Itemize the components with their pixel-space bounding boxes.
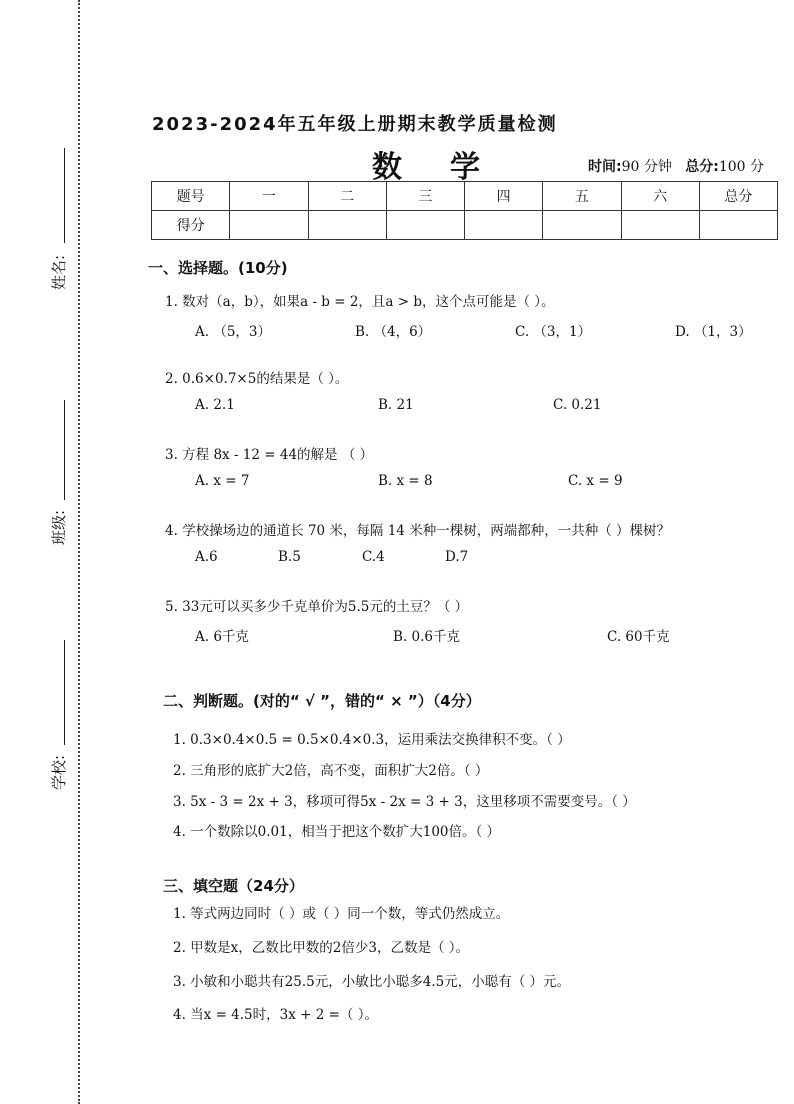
score-table-score-row <box>152 211 778 240</box>
question-1-2: 2. 0.6×0.7×5的结果是（ ）。 <box>165 371 349 387</box>
time-value: 90 分钟 <box>621 159 672 175</box>
option-1-2-b: B. 21 <box>378 397 414 413</box>
option-1-3-c: C. x = 9 <box>568 473 623 489</box>
score-cell[interactable] <box>699 211 777 240</box>
option-1-4-d: D.7 <box>445 549 469 565</box>
question-1-4: 4. 学校操场边的通道长 70 米，每隔 14 米种一棵树，两端都种，一共种（ ）棵树？ <box>165 523 670 539</box>
score-cell[interactable] <box>308 211 386 240</box>
option-1-1-c: C. （3，1） <box>515 324 592 340</box>
score-header-cell: 五 <box>543 182 621 211</box>
option-1-4-a: A.6 <box>195 549 218 565</box>
fill-item-3: 3. 小敏和小聪共有25.5元，小敏比小聪多4.5元，小聪有（ ）元。 <box>173 974 570 990</box>
option-1-5-a: A. 6千克 <box>195 629 249 645</box>
total-label: 总分: <box>685 159 719 175</box>
question-1-5: 5. 33元可以买多少千克单价为5.5元的土豆？（ ） <box>165 599 469 615</box>
score-row-label: 得分 <box>152 211 230 240</box>
exam-title: 2023-2024年五年级上册期末教学质量检测 <box>152 114 558 135</box>
name-field-line[interactable] <box>64 148 65 243</box>
section3-heading: 三、填空题（24分） <box>163 877 304 895</box>
binding-dotted-line <box>78 0 80 1104</box>
option-1-4-b: B.5 <box>278 549 301 565</box>
option-1-1-b: B. （4，6） <box>355 324 432 340</box>
score-header-cell: 二 <box>308 182 386 211</box>
total-value: 100 分 <box>718 159 765 175</box>
section2-heading: 二、判断题。(对的“ √ ”，错的“ × ”）（4分） <box>163 692 481 710</box>
option-1-1-d: D. （1，3） <box>675 324 752 340</box>
option-1-2-a: A. 2.1 <box>195 397 235 413</box>
judge-item-1: 1. 0.3×0.4×0.5 = 0.5×0.4×0.3，运用乘法交换律积不变。（ ） <box>173 732 571 748</box>
option-1-5-c: C. 60千克 <box>607 629 670 645</box>
fill-item-2: 2. 甲数是x，乙数比甲数的2倍少3，乙数是（ ）。 <box>173 940 470 956</box>
option-1-2-c: C. 0.21 <box>553 397 602 413</box>
score-header-cell: 三 <box>386 182 464 211</box>
option-1-3-b: B. x = 8 <box>378 473 433 489</box>
judge-item-2: 2. 三角形的底扩大2倍，高不变，面积扩大2倍。（ ） <box>173 763 489 779</box>
score-header-cell: 总分 <box>699 182 777 211</box>
judge-item-3: 3. 5x - 3 = 2x + 3，移项可得5x - 2x = 3 + 3，这里移项不需要变号。（ ） <box>173 794 636 810</box>
score-header-cell: 题号 <box>152 182 230 211</box>
score-header-cell: 六 <box>621 182 699 211</box>
subject-title: 数学 <box>372 150 528 185</box>
score-cell[interactable] <box>230 211 308 240</box>
score-cell[interactable] <box>543 211 621 240</box>
time-info <box>588 156 764 176</box>
name-label: 姓名: <box>50 254 68 290</box>
option-1-5-b: B. 0.6千克 <box>393 629 460 645</box>
fill-item-4: 4. 当x = 4.5时，3x + 2 =（ ）。 <box>173 1007 378 1023</box>
option-1-4-c: C.4 <box>362 549 385 565</box>
score-header-cell: 一 <box>230 182 308 211</box>
score-cell[interactable] <box>386 211 464 240</box>
option-1-3-a: A. x = 7 <box>195 473 250 489</box>
school-field-line[interactable] <box>64 640 65 745</box>
score-table-header-row <box>152 182 778 211</box>
score-table <box>151 181 778 240</box>
score-cell[interactable] <box>621 211 699 240</box>
fill-item-1: 1. 等式两边同时（ ）或（ ）同一个数，等式仍然成立。 <box>173 906 510 922</box>
section1-heading: 一、选择题。(10分) <box>148 259 288 277</box>
class-label: 班级: <box>50 509 68 545</box>
option-1-1-a: A. （5，3） <box>195 324 272 340</box>
score-cell[interactable] <box>465 211 543 240</box>
judge-item-4: 4. 一个数除以0.01，相当于把这个数扩大100倍。（ ） <box>173 824 501 840</box>
score-header-cell: 四 <box>465 182 543 211</box>
question-1-1: 1. 数对（a，b），如果a - b = 2，且a > b，这个点可能是（ ）。 <box>165 294 555 310</box>
time-label: 时间: <box>588 159 622 175</box>
school-label: 学校: <box>50 754 68 790</box>
class-field-line[interactable] <box>64 400 65 500</box>
question-1-3: 3. 方程 8x - 12 = 44的解是 （ ） <box>165 447 374 463</box>
